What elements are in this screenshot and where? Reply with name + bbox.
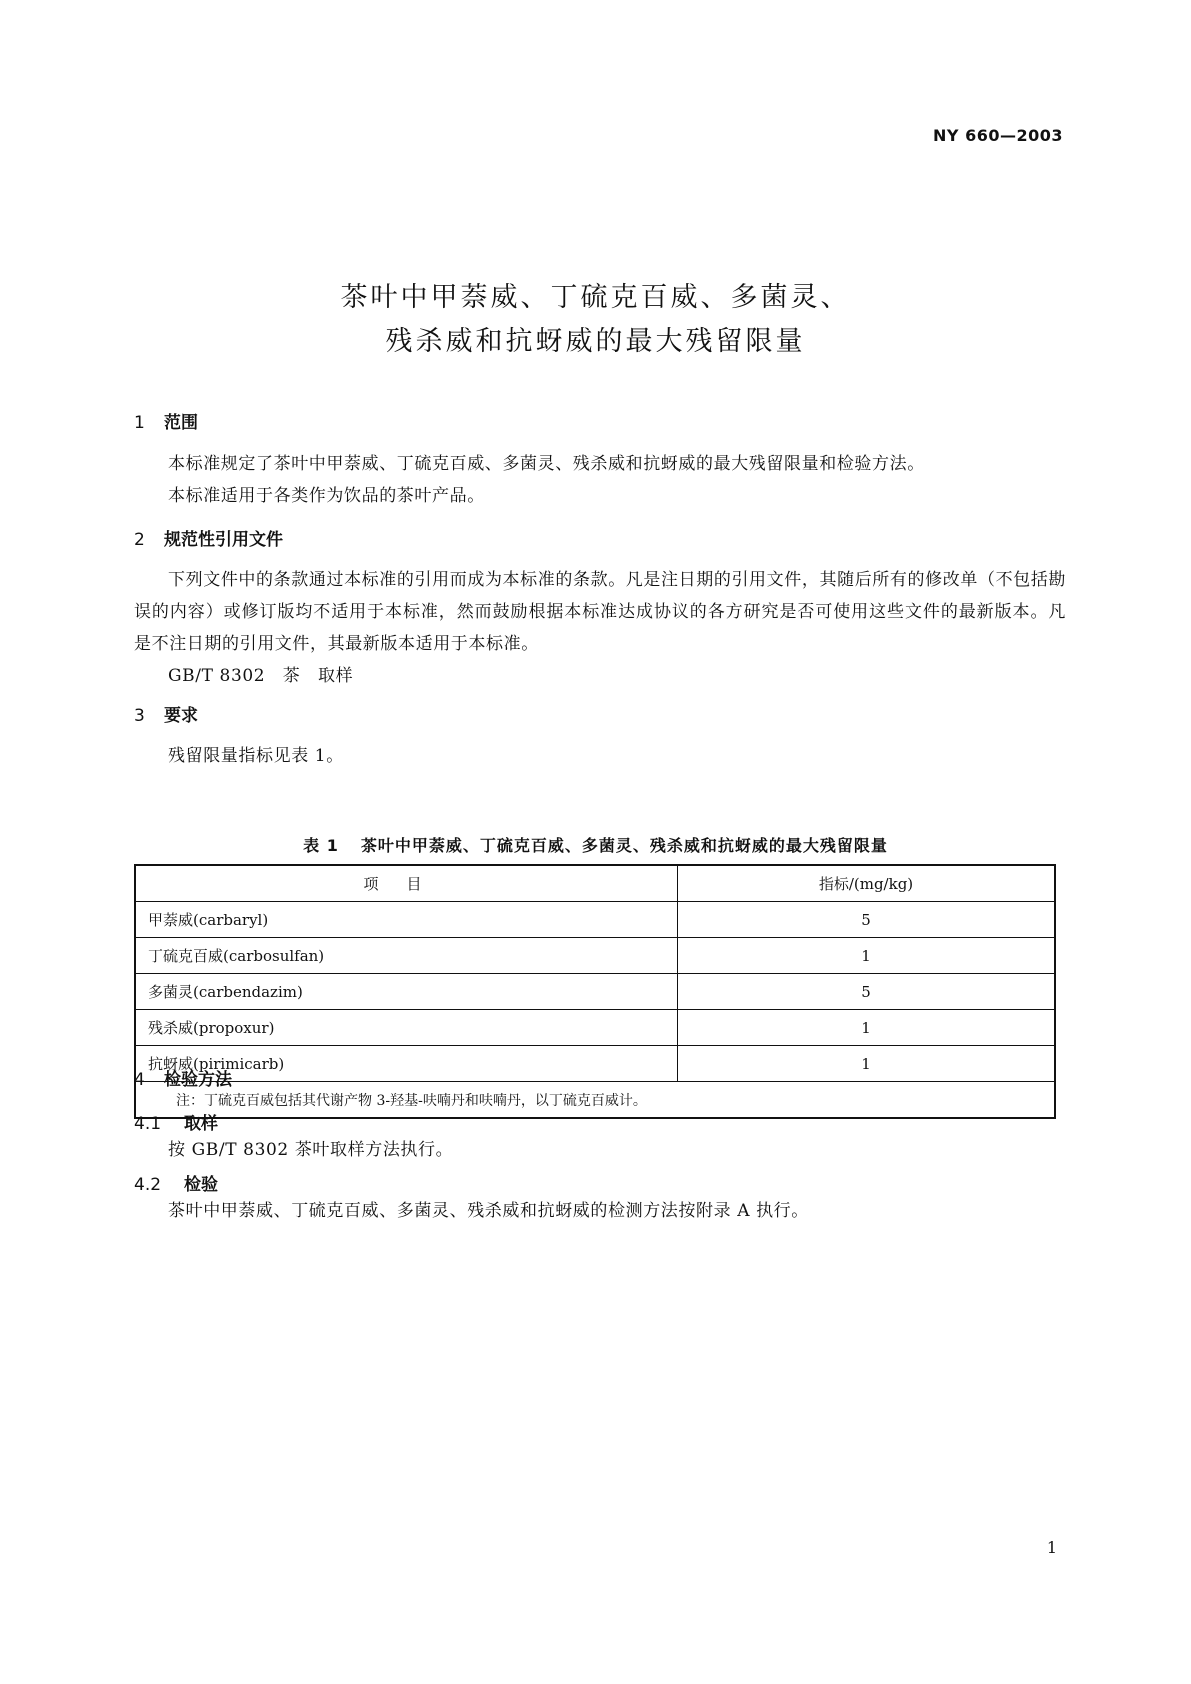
paragraph: 本标准规定了茶叶中甲萘威、丁硫克百威、多菌灵、残杀威和抗蚜威的最大残留限量和检验方法。 <box>168 454 925 474</box>
header-item: 项目 <box>135 865 678 902</box>
table-note-row <box>135 1082 1055 1119</box>
section-2-body <box>134 564 1066 692</box>
section-title: 规范性引用文件 <box>164 530 283 550</box>
section-2-heading <box>134 525 283 550</box>
section-4-2-body <box>134 1195 1066 1227</box>
table-caption-text: 茶叶中甲萘威、丁硫克百威、多菌灵、残杀威和抗蚜威的最大残留限量 <box>360 836 888 855</box>
normative-reference: GB/T 8302 茶 取样 <box>168 666 354 686</box>
section-number: 3 <box>134 706 145 726</box>
pesticide-name: 残杀威(propoxur) <box>135 1010 678 1046</box>
limit-value: 1 <box>678 1010 1056 1046</box>
limit-value: 1 <box>678 938 1056 974</box>
paragraph: 按 GB/T 8302 茶叶取样方法执行。 <box>168 1140 454 1160</box>
section-4-2-heading <box>134 1170 218 1195</box>
section-title: 检验 <box>184 1175 218 1195</box>
table-row <box>135 938 1055 974</box>
section-3-body <box>134 740 1066 772</box>
section-4-1-heading <box>134 1109 218 1134</box>
paragraph: 本标准适用于各类作为饮品的茶叶产品。 <box>168 486 485 506</box>
table-note: 注：丁硫克百威包括其代谢产物 3-羟基-呋喃丹和呋喃丹，以丁硫克百威计。 <box>135 1082 1055 1119</box>
limit-value: 5 <box>678 974 1056 1010</box>
header-limit: 指标/(mg/kg) <box>678 865 1056 902</box>
paragraph: 残留限量指标见表 1。 <box>168 746 344 766</box>
table-header-row <box>135 865 1055 902</box>
section-1-body <box>134 448 1066 512</box>
document-title-line-1: 茶叶中甲萘威、丁硫克百威、多菌灵、 <box>340 282 851 313</box>
document-title-line-2: 残杀威和抗蚜威的最大残留限量 <box>385 326 806 357</box>
section-number: 4.2 <box>134 1175 162 1195</box>
section-1-heading <box>134 408 198 433</box>
residue-limits-table <box>134 864 1056 1119</box>
table-row <box>135 1010 1055 1046</box>
pesticide-name: 抗蚜威(pirimicarb) <box>135 1046 678 1082</box>
table-row <box>135 974 1055 1010</box>
section-4-1-body <box>134 1134 1066 1166</box>
section-title: 取样 <box>184 1114 218 1134</box>
table-caption-label: 表 1 <box>303 836 339 855</box>
section-number: 1 <box>134 413 145 433</box>
table-caption <box>0 833 1191 856</box>
section-3-heading <box>134 701 198 726</box>
section-title: 要求 <box>164 706 198 726</box>
section-4-heading <box>134 1065 232 1090</box>
pesticide-name: 多菌灵(carbendazim) <box>135 974 678 1010</box>
standard-code: NY 660—2003 <box>933 126 1063 145</box>
paragraph: 茶叶中甲萘威、丁硫克百威、多菌灵、残杀威和抗蚜威的检测方法按附录 A 执行。 <box>168 1201 809 1221</box>
section-title: 范围 <box>164 413 198 433</box>
section-title: 检验方法 <box>164 1070 232 1090</box>
section-number: 2 <box>134 530 145 550</box>
table-row <box>135 902 1055 938</box>
page-number: 1 <box>1046 1538 1057 1557</box>
section-number: 4 <box>134 1070 145 1090</box>
section-number: 4.1 <box>134 1114 162 1134</box>
paragraph: 下列文件中的条款通过本标准的引用而成为本标准的条款。凡是注日期的引用文件，其随后所有的修改单（不包括勘误的内容）或修订版均不适用于本标准，然而鼓励根据本标准达成协议的各方研究是否可使用这些文件的最新版本。凡是不注日期的引用文件，其最新版本适用于本标准。 <box>134 570 1066 654</box>
table-row <box>135 1046 1055 1082</box>
limit-value: 1 <box>678 1046 1056 1082</box>
pesticide-name: 甲萘威(carbaryl) <box>135 902 678 938</box>
limit-value: 5 <box>678 902 1056 938</box>
pesticide-name: 丁硫克百威(carbosulfan) <box>135 938 678 974</box>
